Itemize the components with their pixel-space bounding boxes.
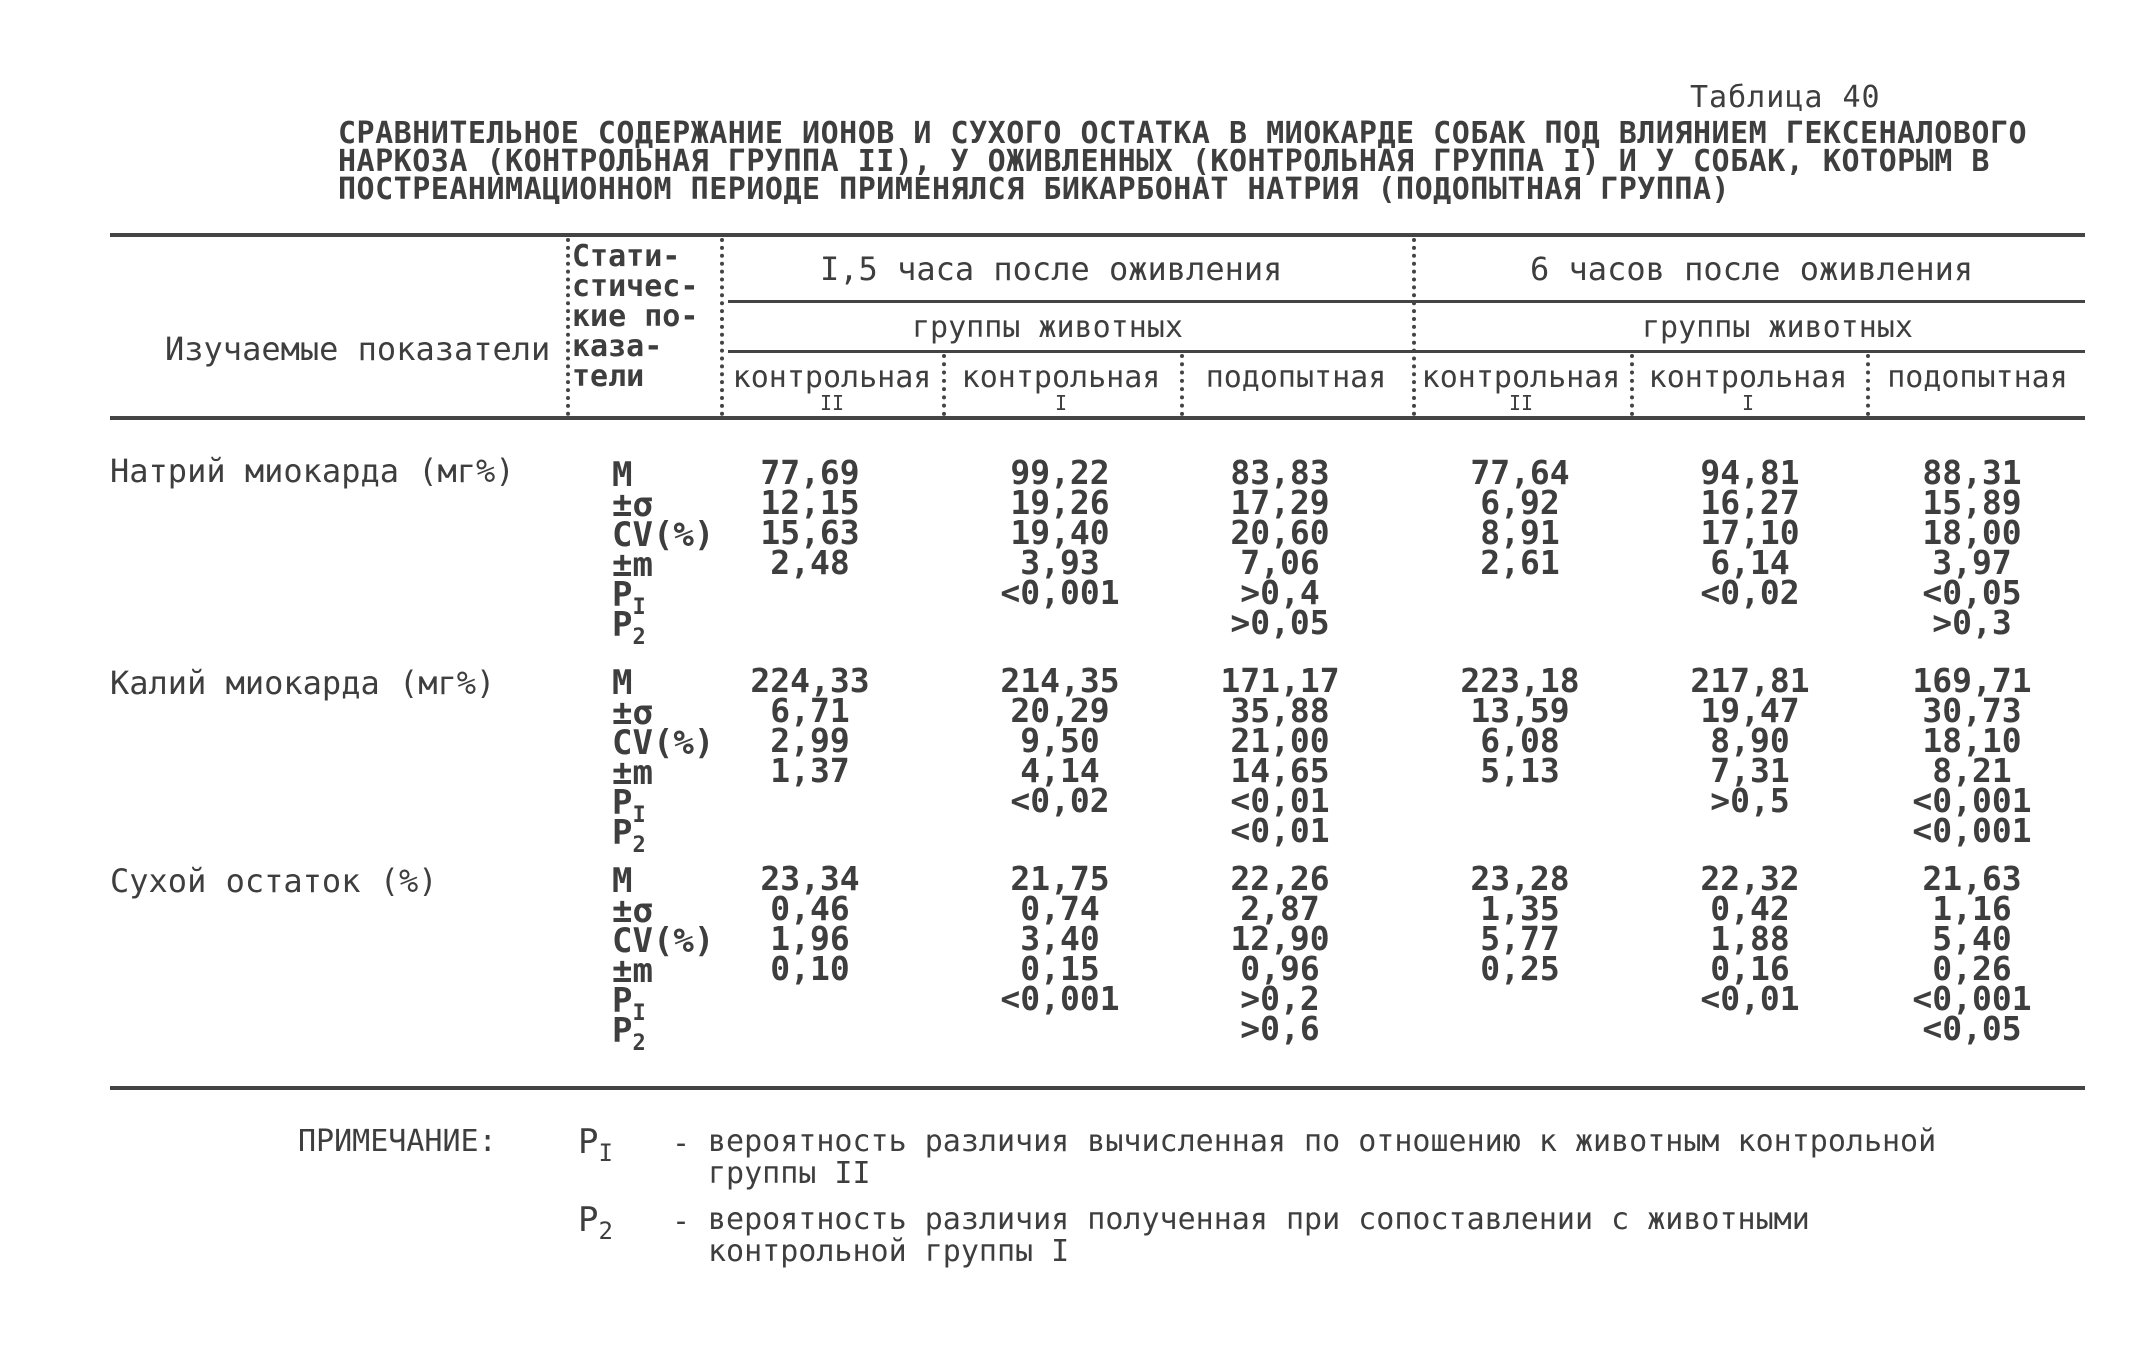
note-text: вероятность различия полученная при сопоставлении с животными контрольной группы I: [708, 1202, 1810, 1269]
group-header: контрольная II: [732, 360, 932, 415]
value-column: 88,31 15,89 18,00 3,97 <0,05 >0,3: [1922, 453, 2022, 642]
note-dash: -: [672, 1126, 691, 1161]
value-column: 21,63 1,16 5,40 0,26 <0,001 <0,05: [1912, 859, 2032, 1048]
title-line: ПОСТРЕАНИМАЦИОННОМ ПЕРИОДЕ ПРИМЕНЯЛСЯ БИКАРБОНАТ НАТРИЯ (ПОДОПЫТНАЯ ГРУППА): [338, 172, 1731, 207]
indicator-label: Калий миокарда (мг%): [110, 664, 496, 702]
period-header-1: I,5 часа после оживления: [820, 250, 1283, 288]
group-header: подопытная: [1887, 360, 2068, 395]
title-line: СРАВНИТЕЛЬНОЕ СОДЕРЖАНИЕ ИОНОВ И СУХОГО ОСТАТКА В МИОКАРДЕ СОБАК ПОД ВЛИЯНИЕМ ГЕКСЕНАЛОВОГО: [338, 116, 2028, 151]
stat-symbols: M ±σ CV(%) ±m $P_I$ $P_2$: [612, 455, 715, 650]
group-header: подопытная: [1205, 360, 1387, 395]
value-column: 223,18 13,59 6,08 5,13: [1460, 661, 1580, 790]
title-line: НАРКОЗА (КОНТРОЛЬНАЯ ГРУППА II), У ОЖИВЛЕННЫХ (КОНТРОЛЬНАЯ ГРУППА I) И У СОБАК, КОТОРЫМ В: [338, 144, 1990, 179]
value-column: 77,64 6,92 8,91 2,61: [1470, 453, 1570, 582]
value-column: 169,71 30,73 18,10 8,21 <0,001 <0,001: [1912, 661, 2032, 850]
value-column: 22,32 0,42 1,88 0,16 <0,01: [1700, 859, 1800, 1018]
note-label: ПРИМЕЧАНИЕ:: [298, 1124, 497, 1159]
indicator-label: Натрий миокарда (мг%): [110, 452, 515, 490]
header-bottom-rule: [110, 416, 2085, 420]
value-column: 23,28 1,35 5,77 0,25: [1470, 859, 1570, 988]
group-header: контрольная I: [961, 360, 1161, 415]
indicators-header: Изучаемые показатели: [165, 330, 551, 368]
value-column: 21,75 0,74 3,40 0,15 <0,001: [1000, 859, 1120, 1018]
value-column: 224,33 6,71 2,99 1,37: [750, 661, 870, 790]
value-column: 22,26 2,87 12,90 0,96 >0,2 >0,6: [1230, 859, 1330, 1048]
stat-symbols: M ±σ CV(%) ±m $P_I$ $P_2$: [612, 663, 715, 858]
table-number: Таблица 40: [1690, 80, 1881, 115]
value-column: 217,81 19,47 8,90 7,31 >0,5: [1690, 661, 1810, 820]
groups-header-2: группы животных: [1642, 310, 1913, 345]
bottom-rule: [110, 1086, 2085, 1090]
note-symbol: $P_2$: [578, 1200, 613, 1245]
note-dash: -: [672, 1204, 691, 1239]
note-text: вероятность различия вычисленная по отношению к животным контрольной группы II: [708, 1124, 1937, 1191]
note-symbol: $P_I$: [578, 1122, 613, 1167]
groups-header-1: группы животных: [912, 310, 1183, 345]
group-header: контрольная I: [1648, 360, 1848, 415]
value-column: 23,34 0,46 1,96 0,10: [760, 859, 860, 988]
value-column: 171,17 35,88 21,00 14,65 <0,01 <0,01: [1220, 661, 1340, 850]
table-title: [338, 116, 2058, 207]
indicator-label: Сухой остаток (%): [110, 862, 438, 900]
stat-symbols: M ±σ CV(%) ±m $P_I$ $P_2$: [612, 861, 715, 1056]
header-rule: [728, 350, 2085, 353]
value-column: 94,81 16,27 17,10 6,14 <0,02: [1700, 453, 1800, 612]
value-column: 83,83 17,29 20,60 7,06 >0,4 >0,05: [1230, 453, 1330, 642]
top-rule: [110, 233, 2085, 237]
column-separator: [566, 238, 570, 416]
period-header-2: 6 часов после оживления: [1530, 250, 1974, 288]
group-header: контрольная II: [1421, 360, 1621, 415]
value-column: 77,69 12,15 15,63 2,48: [760, 453, 860, 582]
stat-indicators-header: Стати- стичес- кие по- каза- тели: [572, 239, 699, 394]
value-column: 214,35 20,29 9,50 4,14 <0,02: [1000, 661, 1120, 820]
header-rule: [728, 300, 2085, 303]
value-column: 99,22 19,26 19,40 3,93 <0,001: [1000, 453, 1120, 612]
